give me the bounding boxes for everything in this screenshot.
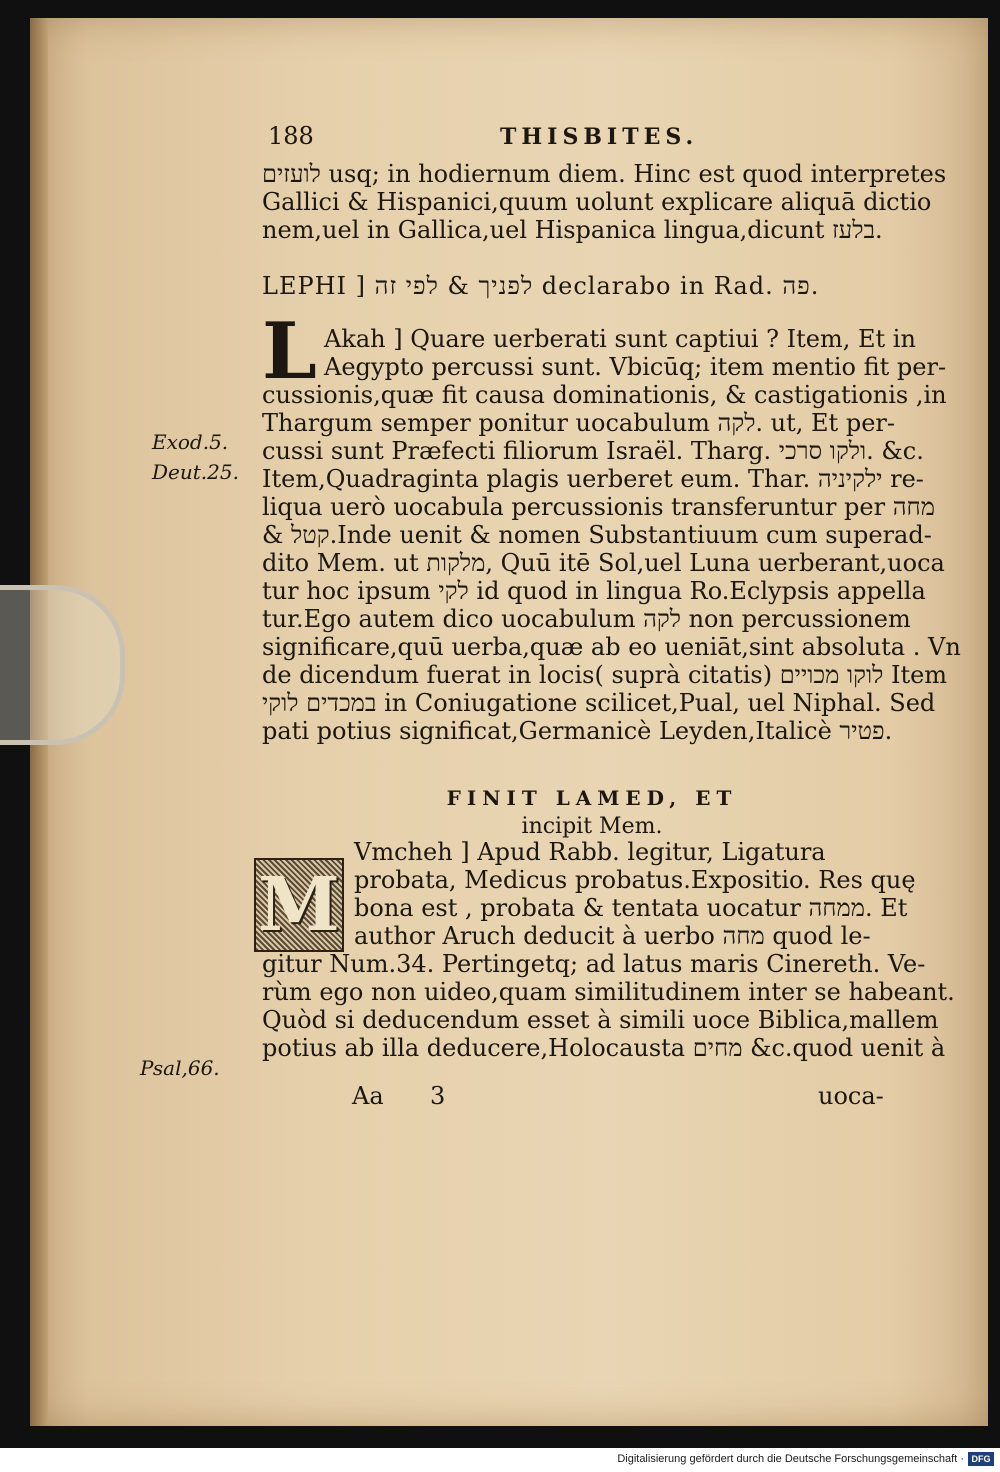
mumcheh-entry: [262, 838, 955, 1062]
text-line: liqua uerò uocabula percussionis transferuntur per מחה: [262, 493, 935, 521]
text-line: significare,quū uerba,quæ ab eo ueniāt,sint absoluta . Vn: [262, 633, 961, 661]
text-line: author Aruch deducit à uerbo מחה quod le-: [354, 922, 871, 950]
section-heading-line: FINIT LAMED, ET: [446, 786, 738, 810]
text-line: tur hoc ipsum לקי id quod in lingua Ro.Eclypsis appella: [262, 577, 926, 605]
text-line: LEPHI ] לפניך & לפי זה declarabo in Rad. פה.: [262, 272, 820, 300]
text-line: probata, Medicus probatus.Expositio. Res quę: [354, 866, 916, 894]
paper-clip-shadow: [0, 585, 125, 745]
signature-number: 3: [430, 1082, 446, 1110]
text-line: Gallici & Hispanici,quum uolunt explicare aliquā dictio: [262, 188, 932, 216]
text-line: rùm ego non uideo,quam similitudinem inter se habeant.: [262, 978, 955, 1006]
text-line: Item,Quadraginta plagis uerberet eum. Thar. ילקיניה re-: [262, 465, 924, 493]
text-line: & קטל.Inde uenit & nomen Substantiuum cum superad-: [262, 521, 932, 549]
drop-cap-l: L: [262, 306, 317, 397]
signature-mark: Aa: [352, 1082, 384, 1110]
lephi-entry: [262, 272, 922, 300]
text-line: de dicendum fuerat in locis( suprà citatis) לוקו מכויים Item: [262, 661, 948, 689]
text-line: dito Mem. ut מלקות, Quū itē Sol,uel Luna uerberant,uoca: [262, 549, 945, 577]
text-line: tur.Ego autem dico uocabulum לקה non percussionem: [262, 605, 911, 633]
dfg-logo-icon: DFG: [968, 1452, 994, 1466]
margin-note-psalm: Psal,66.: [140, 1056, 220, 1080]
paragraph-continuation: [262, 160, 947, 244]
text-line: bona est , probata & tentata uocatur ממחה. Et: [354, 894, 908, 922]
page-footer: [262, 1082, 922, 1112]
running-title: THISBITES.: [500, 124, 699, 150]
credit-bar: [0, 1448, 1000, 1472]
text-line: pati potius significat,Germanicè Leyden,Italicè פטיר.: [262, 717, 893, 745]
catchword: uoca-: [818, 1082, 884, 1110]
credit-text: Digitalisierung gefördert durch die Deutsche Forschungsgemeinschaft ·: [617, 1453, 964, 1465]
text-line: במכדים לוקי in Coniugatione scilicet,Pual, uel Niphal. Sed: [262, 689, 936, 717]
margin-note-deuteronomy: Deut.25.: [152, 460, 239, 484]
margin-note-exodus: Exod.5.: [152, 430, 229, 454]
text-line: nem,uel in Gallica,uel Hispanica lingua,dicunt בלעז.: [262, 216, 883, 244]
text-line: Quòd si deducendum esset à simili uoce Biblica,mallem: [262, 1006, 939, 1034]
lakah-entry: [262, 325, 961, 745]
page-number: 188: [268, 122, 314, 150]
text-line: cussionis,quæ fit causa dominationis, & castigationis ,in: [262, 381, 947, 409]
text-line: Akah ] Quare uerberati sunt captiui ? Item, Et in: [324, 325, 916, 353]
text-line: לועזים usq; in hodiernum diem. Hinc est quod interpretes: [262, 160, 947, 188]
text-line: gitur Num.34. Pertingetq; ad latus maris Cinereth. Ve-: [262, 950, 926, 978]
text-line: cussi sunt Præfecti filiorum Israël. Tharg. ולקו סרכי. &c.: [262, 437, 924, 465]
text-line: Thargum semper ponitur uocabulum לקה. ut, Et per-: [262, 409, 895, 437]
text-line: Aegypto percussi sunt. Vbicūq; item mentio fit per-: [324, 353, 947, 381]
drop-cap-letter: M: [258, 862, 340, 948]
text-line: Vmcheh ] Apud Rabb. legitur, Ligatura: [354, 838, 826, 866]
section-heading-line: incipit Mem.: [521, 814, 663, 839]
page-header: [268, 122, 908, 156]
text-line: potius ab illa deducere,Holocausta מחים &c.quod uenit à: [262, 1034, 946, 1062]
